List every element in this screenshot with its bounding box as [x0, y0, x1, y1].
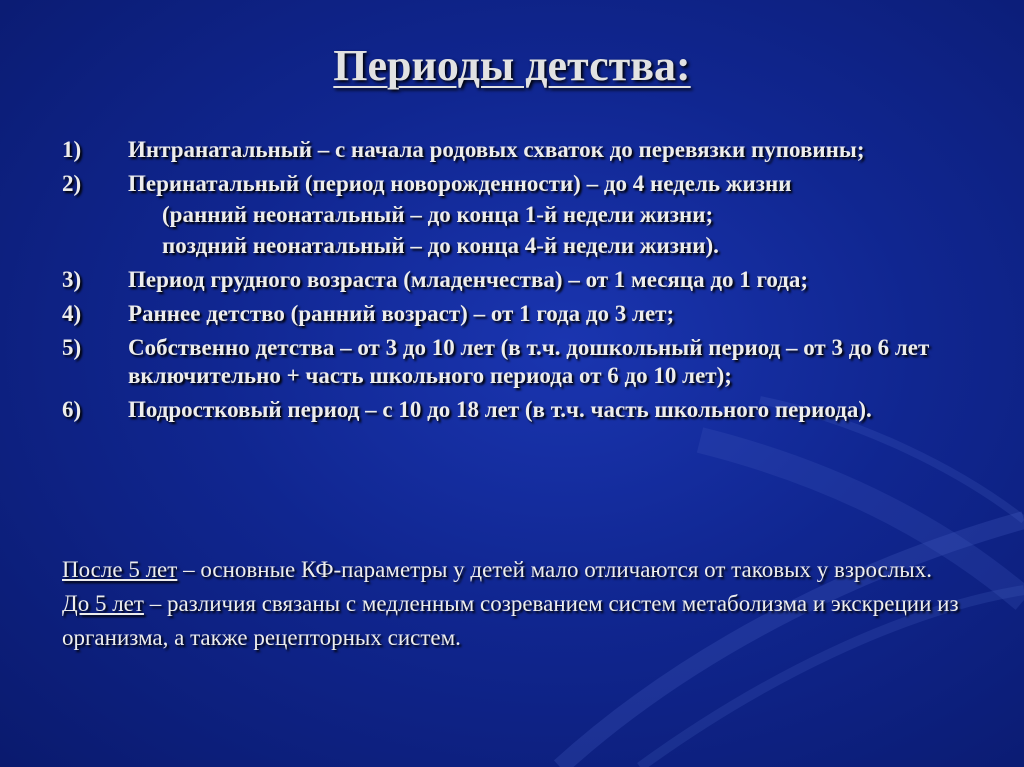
item-number: 6) [62, 397, 82, 422]
list-item [62, 334, 972, 390]
item-text: Раннее детство (ранний возраст) – от 1 года до 3 лет; [128, 301, 675, 326]
item-text: Собственно детства – от 3 до 10 лет (в т.ч. дошкольный период – от 3 до 6 лет включительно + часть школьного периода от 6 до 10 лет); [128, 335, 930, 388]
slide-title: Периоды детства: [333, 41, 691, 90]
item-subtext: поздний неонатальный – до конца 4-й недели жизни). [162, 233, 719, 258]
item-text: Период грудного возраста (младенчества) – от 1 месяца до 1 года; [128, 267, 809, 292]
note-lead: До 5 лет [62, 591, 144, 616]
item-number: 3) [62, 267, 82, 292]
list-item [62, 300, 972, 328]
list-item [62, 136, 972, 164]
note-before-5 [62, 587, 972, 655]
list-item [62, 266, 972, 294]
note-after-5 [62, 553, 972, 587]
item-number: 1) [62, 137, 82, 162]
note-text: – различия связаны с медленным созреванием систем метаболизма и экскреции из организма, а также рецепторных систем. [62, 591, 959, 650]
item-text: Перинатальный (период новорожденности) – до 4 недель жизни [128, 171, 792, 196]
item-number: 4) [62, 301, 82, 326]
item-text: Интранатальный – с начала родовых схваток до перевязки пуповины; [128, 137, 865, 162]
list-item [62, 170, 972, 260]
notes [62, 553, 972, 655]
periods-list [62, 136, 972, 430]
note-lead: После 5 лет [62, 557, 178, 582]
item-text: Подростковый период – с 10 до 18 лет (в т.ч. часть школьного периода). [128, 397, 872, 422]
list-item [62, 396, 972, 424]
note-text: – основные КФ-параметры у детей мало отличаются от таковых у взрослых. [177, 557, 932, 582]
item-subtext: (ранний неонатальный – до конца 1-й недели жизни; [162, 202, 714, 227]
item-number: 5) [62, 335, 82, 360]
item-number: 2) [62, 171, 82, 196]
